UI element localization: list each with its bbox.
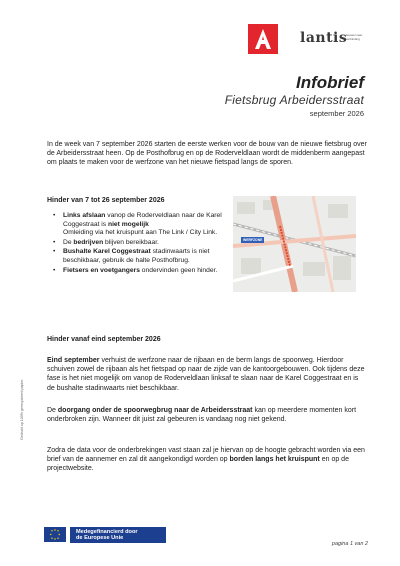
section1-heading: Hinder van 7 tot 26 september 2026 xyxy=(47,197,165,204)
lantis-logo: lantis xyxy=(300,30,348,46)
hinder-bullet-list xyxy=(47,212,227,276)
bullet-bushalte: • Bushalte Karel Coggestraat stadinwaarts is niet beschikbaar, gebruik de halte Posthofbrug. xyxy=(47,248,227,265)
antwerpen-a-icon xyxy=(248,24,278,54)
section2-paragraph-2: De doorgang onder de spoorwegbrug naar de Arbeidersstraat kan op meerdere momenten kort onderbroken zijn. Wanneer dit juist zal gebeuren is vandaag nog niet gekend. xyxy=(47,407,357,424)
intro-paragraph: In de week van 7 september 2026 starten de eerste werken voor de bouw van de nieuwe fietsbrug over de Arbeidersstraat heen. Op de Posthofbrug en op de Roderveldlaan wordt de middenberm aangepast om plaats te maken voor de werfzone van het nieuwe fietspad langs de sporen. xyxy=(47,141,367,167)
bullet-fietsers: • Fietsers en voetgangers ondervinden geen hinder. xyxy=(47,267,227,276)
page-number: pagina 1 van 2 xyxy=(331,541,368,547)
antwerpen-logo xyxy=(248,24,278,54)
eu-funding-text: Medegefinancierd door de Europese Unie xyxy=(76,529,138,542)
bullet-bedrijven: • De bedrijven blijven bereikbaar. xyxy=(47,239,227,248)
section2-paragraph-1: Eind september verhuist de werfzone naar de rijbaan en de berm langs de spoorweg. Hierdoor schuiven zowel de rijbaan als het fietspad op naar de zijde van de kantoorgebouwen. Ook tijdens deze fase is het niet mogelijk om vanop de Roderveldlaan linksaf te slaan naar de Karel Coggestraat en is de bushalte stadinwaarts niet beschikbaar. xyxy=(47,357,365,392)
eu-flag-icon xyxy=(44,527,66,542)
page-subtitle: Fietsbrug Arbeidersstraat xyxy=(224,93,364,107)
lantis-tagline: bouwen aan verbinding xyxy=(346,33,363,41)
section2-heading: Hinder vanaf eind september 2026 xyxy=(47,336,161,343)
werfzone-label: WERFZONE xyxy=(243,238,263,242)
werfzone-map xyxy=(233,196,356,292)
page-title: Infobrief xyxy=(296,73,364,92)
bullet-links-afslaan: • Links afslaan vanop de Roderveldlaan naar de Karel Coggestraat is niet mogelijk Omleiding via het kruispunt aan The Link / City Link. xyxy=(47,212,227,238)
publication-date: september 2026 xyxy=(309,109,364,118)
recycled-paper-note: Gedrukt op 100% gerecycleerd papier. xyxy=(20,378,24,440)
section2-paragraph-3: Zodra de data voor de onderbrekingen vast staan zal je hiervan op de hoogte gebracht worden via een brief van de aannemer en zal dit aangekondigd worden op borden langs het kruispunt en op de projectwebsite. xyxy=(47,447,365,473)
